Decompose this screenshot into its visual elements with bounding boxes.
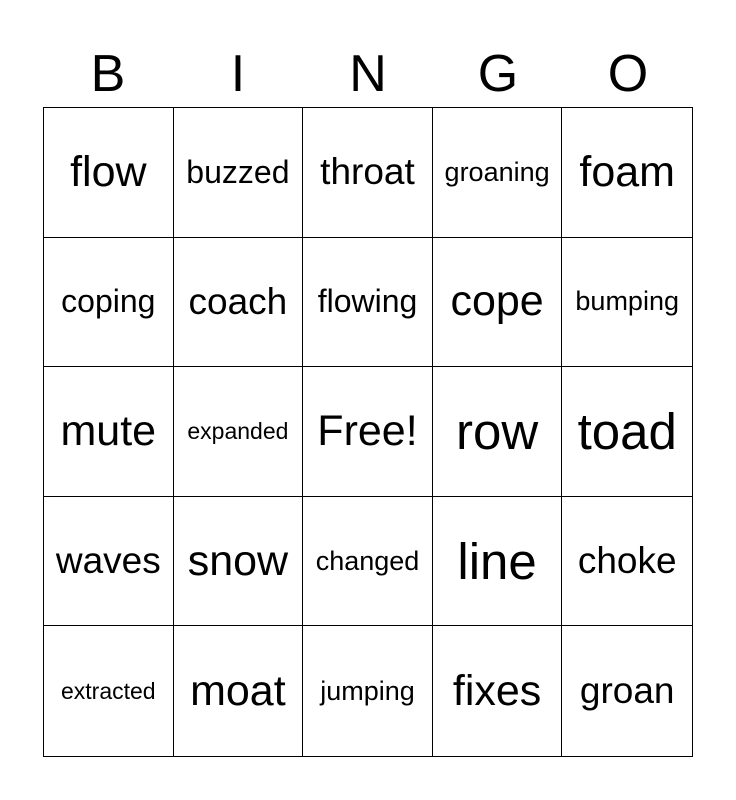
bingo-cell: groan (579, 670, 675, 712)
bingo-cell: mute (44, 367, 174, 497)
bingo-cell: extracted (44, 626, 174, 756)
header-letter-n: N (349, 45, 387, 103)
bingo-cell: flowing (303, 238, 433, 368)
header-letter-i: I (230, 45, 246, 103)
bingo-cell: jumping (303, 626, 433, 756)
bingo-cell: coach (174, 238, 304, 368)
bingo-cell: cope (433, 238, 563, 368)
header-letter-b: B (90, 45, 126, 103)
bingo-cell: expanded (174, 367, 304, 497)
bingo-cell: row (433, 367, 563, 497)
bingo-header (43, 40, 693, 108)
bingo-cell: flow (44, 108, 174, 238)
bingo-board (43, 107, 693, 757)
bingo-cell: changed (303, 497, 433, 627)
bingo-cell: throat (303, 108, 433, 238)
bingo-cell: toad (562, 367, 692, 497)
bingo-cell: bumping (562, 238, 692, 368)
bingo-cell: choke (562, 497, 692, 627)
bingo-cell: fixes (433, 626, 563, 756)
bingo-cell: coping (44, 238, 174, 368)
bingo-cell: line (433, 497, 563, 627)
header-letter-g: G (477, 45, 519, 103)
bingo-cell: groaning (433, 108, 563, 238)
header-letter-o: O (607, 45, 649, 103)
bingo-cell: moat (174, 626, 304, 756)
bingo-cell: foam (562, 108, 692, 238)
bingo-cell-free-space: Free! (303, 367, 433, 497)
bingo-cell: snow (174, 497, 304, 627)
bingo-cell: waves (44, 497, 174, 627)
bingo-cell: buzzed (174, 108, 304, 238)
